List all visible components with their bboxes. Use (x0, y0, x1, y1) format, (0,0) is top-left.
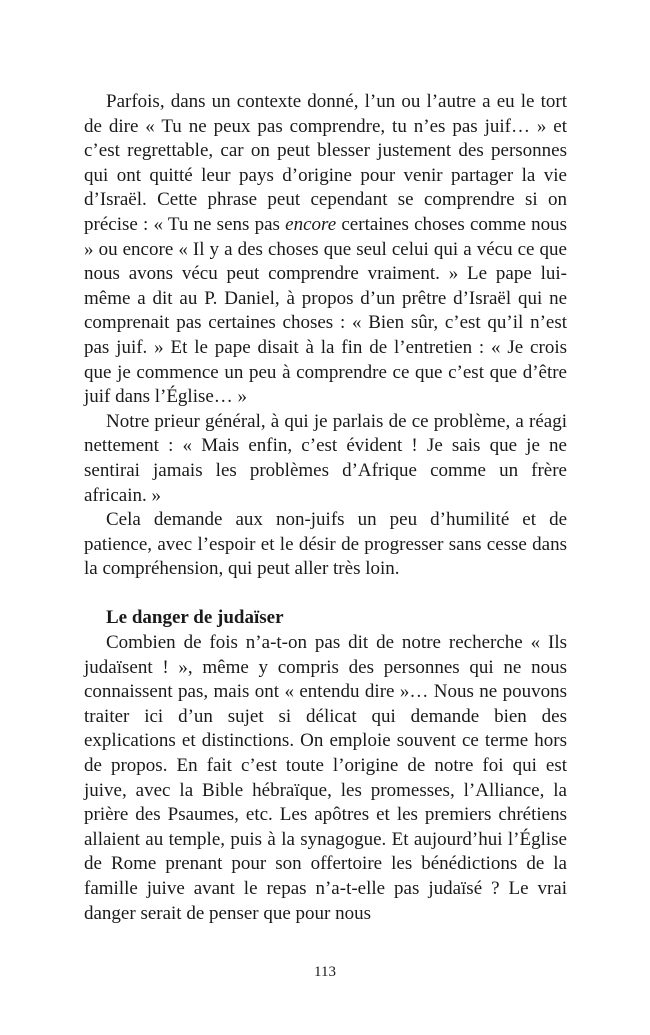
paragraph: Combien de fois n’a-t-on pas dit de notre recherche « Ils judaïsent ! », même y compris des personnes qui ne nous connaissent pas, mais ont « entendu dire »… Nous ne pouvons traiter ici d’un sujet si délicat qui demande bien des explications et distinctions. On emploie souvent ce terme hors de propos. En fait c’est toute l’origine de notre foi qui est juive, avec la Bible hébraïque, les promesses, l’Alliance, la prière des Psaumes, etc. Les apôtres et les premiers chrétiens allaient au temple, puis à la synagogue. Et aujourd’hui l’Église de Rome prenant pour son offertoire les bénédictions de la famille juive avant le repas n’a-t-elle pas judaïsé ? Le vrai danger serait de penser que pour nous (84, 632, 567, 924)
paragraph-text: Parfois, dans un contexte donné, l’un ou l’autre a eu le tort de dire « Tu ne peux pas comprendre, tu n’es pas juif… » et c’est regrettable, car on peut blesser justement des personnes qui ont quitté leur pays d’origine pour venir partager la vie d’Israël. Cette phrase peut cependant se comprendre si on précise : « Tu ne sens pas (84, 91, 567, 235)
section-heading: Le danger de judaïser (106, 607, 284, 629)
paragraph: Cela demande aux non-juifs un peu d’humilité et de patience, avec l’espoir et le désir de progresser sans cesse dans la compréhension, qui peut aller très loin. (84, 509, 567, 580)
paragraph (84, 90, 567, 410)
paragraph-text: certaines choses comme nous » ou encore « Il y a des choses que seul celui qui a vécu ce que nous avons vécu peut comprendre vraiment. » Le pape lui-même a dit au P. Daniel, à propos d’un prêtre d’Israël qui ne comprenait pas certaines choses : « Bien sûr, c’est qu’il n’est pas juif. » Et le pape disait à la fin de l’entretien : « Je crois que je commence un peu à comprendre ce que c’est que d’être juif dans l’Église… » (84, 213, 567, 408)
page-number: 113 (314, 964, 336, 980)
paragraph: Notre prieur général, à qui je parlais de ce problème, a réagi nettement : « Mais enfin, c’est évident ! Je sais que je ne sentirai jamais les problèmes d’Afrique comme un frère africain. » (84, 410, 567, 506)
emphasis-text: encore (285, 213, 337, 235)
page-body (84, 90, 567, 926)
